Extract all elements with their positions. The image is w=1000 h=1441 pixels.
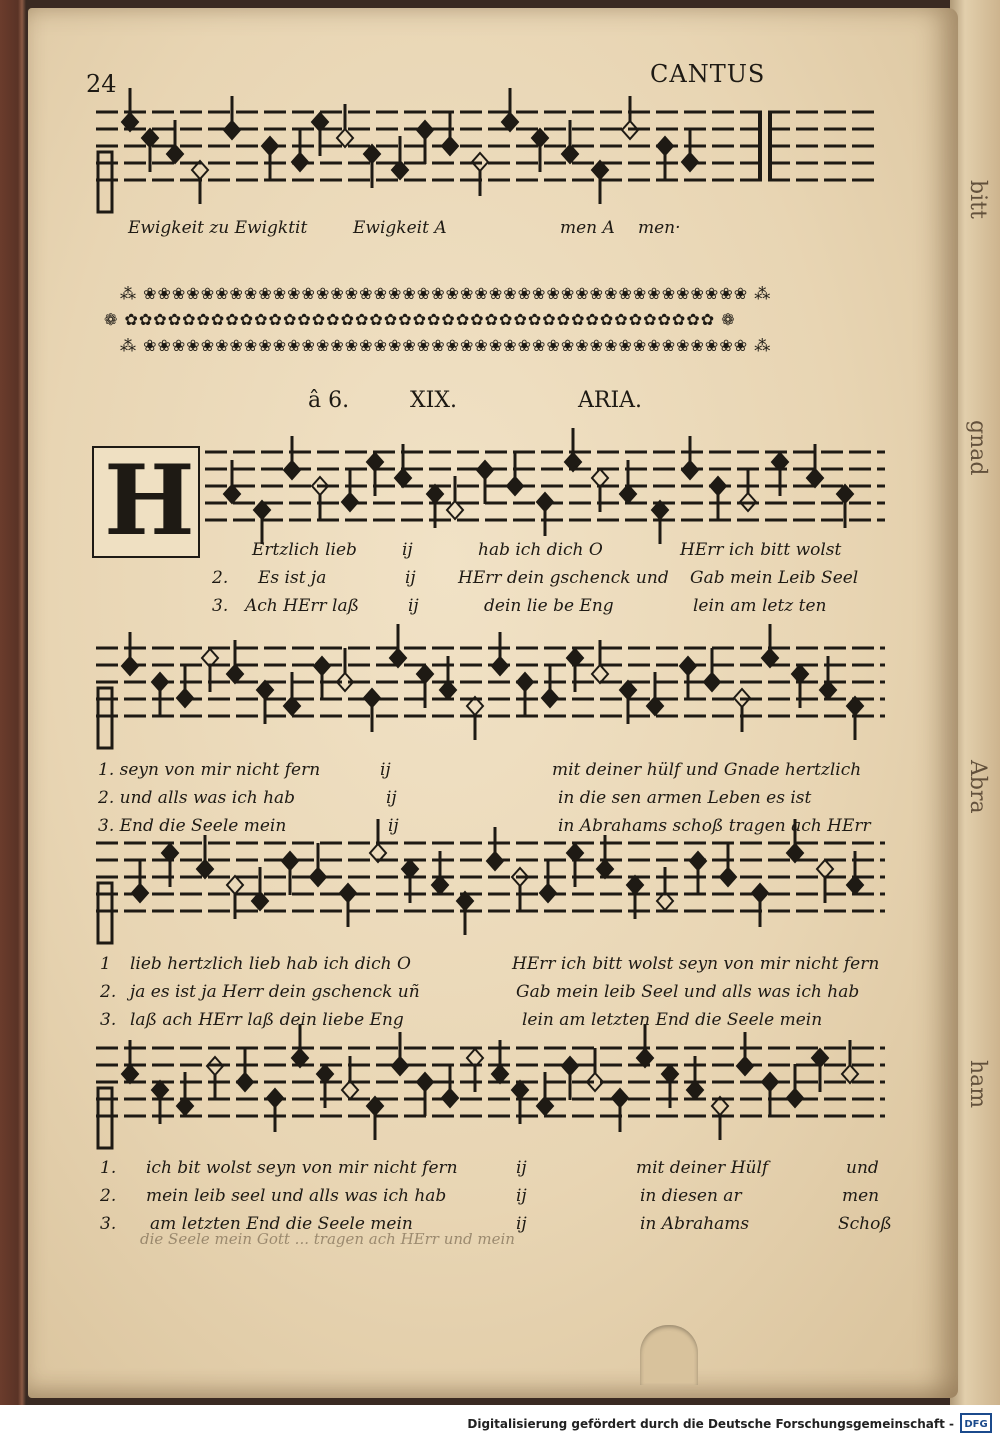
lyric: men: [842, 1186, 880, 1206]
note: [312, 113, 328, 156]
lyric: dein lie be Eng: [484, 596, 614, 616]
notehead: [662, 1065, 678, 1083]
ornament-row: ⁂ ❀❀❀❀❀❀❀❀❀❀❀❀❀❀❀❀❀❀❀❀❀❀❀❀❀❀❀❀❀❀❀❀❀❀❀❀❀❀❀❀❀❀ ⁂: [120, 284, 772, 303]
notehead: [710, 477, 726, 495]
note: [257, 681, 273, 724]
notehead: [562, 145, 578, 163]
page-fold: [640, 1325, 698, 1385]
lyric: ij: [516, 1214, 527, 1234]
notehead: [592, 665, 608, 683]
lyric: 2.: [212, 568, 229, 588]
notehead: [807, 469, 823, 487]
notehead: [237, 1073, 253, 1091]
note: [740, 468, 756, 511]
note: [592, 640, 608, 683]
note: [177, 664, 193, 707]
note: [612, 1089, 628, 1132]
notehead: [292, 153, 308, 171]
notehead: [177, 689, 193, 707]
notehead: [340, 884, 356, 902]
note: [364, 145, 380, 188]
note: [292, 1024, 308, 1067]
note: [447, 476, 463, 519]
notehead: [122, 1065, 138, 1083]
notehead: [152, 1081, 168, 1099]
note: [565, 428, 581, 471]
note: [367, 1097, 383, 1140]
note: [627, 876, 643, 919]
dfg-logo: DFG: [960, 1413, 992, 1433]
clef-ladder: [98, 1088, 112, 1148]
note: [317, 1065, 333, 1108]
note: [337, 104, 353, 147]
note: [492, 632, 508, 675]
note: [537, 1072, 553, 1115]
lyric: am letzten End die Seele mein: [150, 1214, 413, 1234]
lyric: Ach HErr laß: [245, 596, 359, 616]
notehead: [720, 868, 736, 886]
note: [227, 640, 243, 683]
note: [177, 1072, 193, 1115]
note: [587, 1048, 603, 1091]
note: [254, 501, 270, 544]
note: [512, 1081, 528, 1124]
note: [787, 1064, 803, 1107]
note: [284, 436, 300, 479]
lyric: Ewigkeit zu Ewigktit: [128, 218, 308, 238]
notehead: [427, 485, 443, 503]
notehead: [682, 153, 698, 171]
notehead: [492, 657, 508, 675]
footer-bar: [0, 1405, 1000, 1441]
note: [542, 664, 558, 707]
lyric: men A: [560, 218, 615, 238]
note: [837, 485, 853, 528]
note: [592, 161, 608, 204]
note: [310, 843, 326, 886]
note: [364, 689, 380, 732]
note: [314, 657, 330, 700]
note: [477, 461, 493, 504]
facing-text: Abra: [965, 760, 990, 814]
notehead: [627, 876, 643, 894]
notehead: [620, 681, 636, 699]
note: [142, 129, 158, 172]
lyric: ij: [516, 1158, 527, 1178]
lyric: ich bit wolst seyn von mir nicht fern: [146, 1158, 458, 1178]
note: [152, 673, 168, 716]
note: [152, 1081, 168, 1124]
lyric: HErr dein gschenck und: [458, 568, 669, 588]
note: [647, 672, 663, 715]
notehead: [817, 860, 833, 878]
note: [284, 672, 300, 715]
note: [337, 648, 353, 691]
note: [432, 851, 448, 894]
lyric: lieb hertzlich lieb hab ich dich O: [130, 954, 411, 974]
notehead: [442, 1089, 458, 1107]
lyric: 2.: [100, 982, 117, 1002]
notehead: [417, 665, 433, 683]
note: [807, 444, 823, 487]
note: [762, 624, 778, 667]
lyric: 1. seyn von mir nicht fern: [98, 760, 321, 780]
lyric: 3. End die Seele mein: [98, 816, 287, 836]
note: [237, 1048, 253, 1091]
lyric: Gab mein leib Seel und alls was ich hab: [516, 982, 860, 1002]
lyric: ij: [516, 1186, 527, 1206]
ornament-row: ❁ ✿✿✿✿✿✿✿✿✿✿✿✿✿✿✿✿✿✿✿✿✿✿✿✿✿✿✿✿✿✿✿✿✿✿✿✿✿✿✿✿✿ ❁: [104, 310, 736, 329]
notehead: [342, 1081, 358, 1099]
note: [620, 460, 636, 503]
notehead: [152, 673, 168, 691]
notehead: [507, 477, 523, 495]
note: [370, 819, 386, 862]
decorated-initial: [92, 446, 200, 558]
notehead: [317, 1065, 333, 1083]
note: [442, 1064, 458, 1107]
notehead: [492, 1065, 508, 1083]
notehead: [690, 852, 706, 870]
note: [167, 120, 183, 163]
note: [292, 128, 308, 171]
note: [392, 136, 408, 179]
note: [224, 96, 240, 139]
notehead: [342, 493, 358, 511]
notehead: [537, 493, 553, 511]
note: [467, 697, 483, 740]
notehead: [364, 689, 380, 707]
lyric: lein am letz ten: [693, 596, 827, 616]
lyric: ij: [388, 816, 399, 836]
lyric: 2.: [100, 1186, 117, 1206]
notehead: [257, 681, 273, 699]
notehead: [227, 665, 243, 683]
page-number: 24: [86, 70, 117, 98]
lyric: ij: [408, 596, 419, 616]
note: [762, 1073, 778, 1116]
note: [540, 859, 556, 902]
notehead: [395, 469, 411, 487]
note: [517, 673, 533, 716]
notehead: [267, 1089, 283, 1107]
lyric: 3.: [100, 1214, 117, 1234]
note: [734, 689, 750, 732]
lyric: Es ist ja: [258, 568, 327, 588]
lyric: mit deiner Hülf: [636, 1158, 769, 1178]
notehead: [517, 673, 533, 691]
note: [847, 851, 863, 894]
note: [562, 1057, 578, 1100]
lyric: 2. und alls was ich hab: [98, 788, 296, 808]
notehead: [612, 1089, 628, 1107]
note: [417, 665, 433, 708]
note: [597, 835, 613, 878]
lyric: HErr ich bitt wolst seyn von mir nicht fern: [512, 954, 880, 974]
note: [162, 844, 178, 887]
lyric: HErr ich bitt wolst: [680, 540, 842, 560]
note: [417, 1073, 433, 1116]
clef-ladder: [98, 688, 112, 748]
notehead: [417, 121, 433, 139]
note: [512, 868, 528, 911]
note: [720, 843, 736, 886]
notehead: [842, 1065, 858, 1083]
note: [487, 827, 503, 870]
note: [712, 1097, 728, 1140]
note: [472, 153, 488, 196]
note: [562, 120, 578, 163]
aria-number: XIX.: [410, 388, 458, 413]
notehead: [442, 137, 458, 155]
notehead: [284, 461, 300, 479]
aria-title: ARIA.: [578, 388, 643, 413]
note: [395, 444, 411, 487]
lyric: men·: [638, 218, 681, 238]
notehead: [440, 681, 456, 699]
lyric: 3.: [212, 596, 229, 616]
note: [122, 1040, 138, 1083]
note: [122, 632, 138, 675]
notehead: [477, 461, 493, 479]
facing-text: gnad: [965, 420, 990, 476]
note: [567, 844, 583, 887]
notehead: [847, 876, 863, 894]
lyric: 1.: [100, 1158, 117, 1178]
lyric: ij: [402, 540, 413, 560]
notehead: [680, 657, 696, 675]
notehead: [592, 469, 608, 487]
notehead: [132, 884, 148, 902]
facing-text: bitt: [965, 180, 990, 219]
notehead: [597, 860, 613, 878]
lyric: laß ach HErr laß dein liebe Eng: [130, 1010, 404, 1030]
notehead: [704, 673, 720, 691]
note: [202, 649, 218, 692]
notehead: [432, 876, 448, 894]
notehead: [752, 884, 768, 902]
notehead: [197, 860, 213, 878]
note: [680, 657, 696, 700]
lyric: in die sen armen Leben es ist: [558, 788, 812, 808]
note: [442, 112, 458, 155]
lyric: ij: [380, 760, 391, 780]
footer-credit: Digitalisierung gefördert durch die Deutsche Forschungsgemeinschaft -: [467, 1417, 954, 1431]
note: [567, 649, 583, 692]
note: [457, 892, 473, 935]
notehead: [364, 145, 380, 163]
note: [687, 1056, 703, 1099]
note: [817, 860, 833, 903]
note: [342, 468, 358, 511]
notehead: [224, 121, 240, 139]
note: [620, 681, 636, 724]
note: [417, 121, 433, 164]
note: [537, 493, 553, 536]
note: [532, 129, 548, 172]
note: [227, 876, 243, 919]
note: [812, 1049, 828, 1092]
note: [690, 852, 706, 895]
lyric: hab ich dich O: [478, 540, 603, 560]
note: [682, 128, 698, 171]
notehead: [657, 137, 673, 155]
note: [252, 867, 268, 910]
note: [312, 477, 328, 520]
notehead: [682, 461, 698, 479]
notehead: [542, 689, 558, 707]
clef-ladder: [98, 152, 112, 212]
note: [847, 697, 863, 740]
notehead: [487, 852, 503, 870]
note: [207, 1057, 223, 1100]
note: [622, 96, 638, 139]
lyric: mit deiner hülf und Gnade hertzlich: [552, 760, 862, 780]
notehead: [820, 681, 836, 699]
notehead: [687, 1081, 703, 1099]
lyric: in diesen ar: [640, 1186, 742, 1206]
note: [502, 88, 518, 131]
voices-count: â 6.: [308, 388, 350, 413]
lyric: 1: [100, 954, 111, 974]
note: [792, 665, 808, 708]
notehead: [142, 129, 158, 147]
facing-text: ham: [965, 1060, 990, 1109]
notehead: [122, 657, 138, 675]
notehead: [762, 1073, 778, 1091]
note: [737, 1032, 753, 1075]
initial-letter: H: [104, 444, 195, 557]
note: [262, 137, 278, 180]
notehead: [167, 145, 183, 163]
lyric: in Abrahams: [640, 1214, 750, 1234]
note: [342, 1056, 358, 1099]
note: [710, 477, 726, 520]
notehead: [310, 868, 326, 886]
note: [657, 867, 673, 910]
note: [402, 860, 418, 903]
note: [842, 1040, 858, 1083]
notehead: [737, 1057, 753, 1075]
note: [467, 1049, 483, 1092]
note: [224, 460, 240, 503]
note: [427, 485, 443, 528]
bleed-through-text: die Seele mein Gott ... tragen ach HErr und mein: [140, 1230, 515, 1248]
note: [662, 1065, 678, 1108]
note: [122, 88, 138, 131]
notehead: [512, 1081, 528, 1099]
note: [192, 161, 208, 204]
note: [197, 835, 213, 878]
note: [752, 884, 768, 927]
lyric: Ewigkeit A: [353, 218, 447, 238]
lyric: Schoß: [838, 1214, 892, 1234]
lyric: Gab mein Leib Seel: [690, 568, 859, 588]
notehead: [314, 657, 330, 675]
notehead: [532, 129, 548, 147]
note: [592, 469, 608, 512]
note: [390, 624, 406, 667]
note: [267, 1089, 283, 1132]
notehead: [282, 852, 298, 870]
note: [282, 852, 298, 895]
lyric: Ertzlich lieb: [252, 540, 357, 560]
note: [132, 859, 148, 902]
note: [682, 436, 698, 479]
notehead: [540, 884, 556, 902]
clef-ladder: [98, 883, 112, 943]
lyric: mein leib seel und alls was ich hab: [146, 1186, 447, 1206]
notehead: [417, 1073, 433, 1091]
note: [507, 452, 523, 495]
notehead: [337, 129, 353, 147]
note: [772, 453, 788, 496]
notehead: [402, 860, 418, 878]
notehead: [792, 665, 808, 683]
notehead: [227, 876, 243, 894]
lyric: ij: [405, 568, 416, 588]
note: [704, 648, 720, 691]
note: [340, 884, 356, 927]
note: [367, 453, 383, 496]
notehead: [262, 137, 278, 155]
lyric: und: [846, 1158, 879, 1178]
note: [657, 137, 673, 180]
notehead: [224, 485, 240, 503]
notehead: [787, 1089, 803, 1107]
note: [440, 656, 456, 699]
lyric: 3.: [100, 1010, 117, 1030]
lyric: ij: [386, 788, 397, 808]
note: [652, 501, 668, 544]
running-head: CANTUS: [650, 60, 766, 88]
note: [392, 1032, 408, 1075]
notehead: [562, 1057, 578, 1075]
lyric: lein am letzten End die Seele mein: [522, 1010, 823, 1030]
ornament-row: ⁂ ❀❀❀❀❀❀❀❀❀❀❀❀❀❀❀❀❀❀❀❀❀❀❀❀❀❀❀❀❀❀❀❀❀❀❀❀❀❀❀❀❀❀ ⁂: [120, 336, 772, 355]
notehead: [837, 485, 853, 503]
note: [492, 1040, 508, 1083]
notehead: [392, 1057, 408, 1075]
note: [820, 656, 836, 699]
lyric: ja es ist ja Herr dein gschenck uñ: [130, 982, 420, 1002]
note: [637, 1024, 653, 1067]
lyric: in Abrahams schoß tragen ach HErr: [558, 816, 871, 836]
notehead: [620, 485, 636, 503]
